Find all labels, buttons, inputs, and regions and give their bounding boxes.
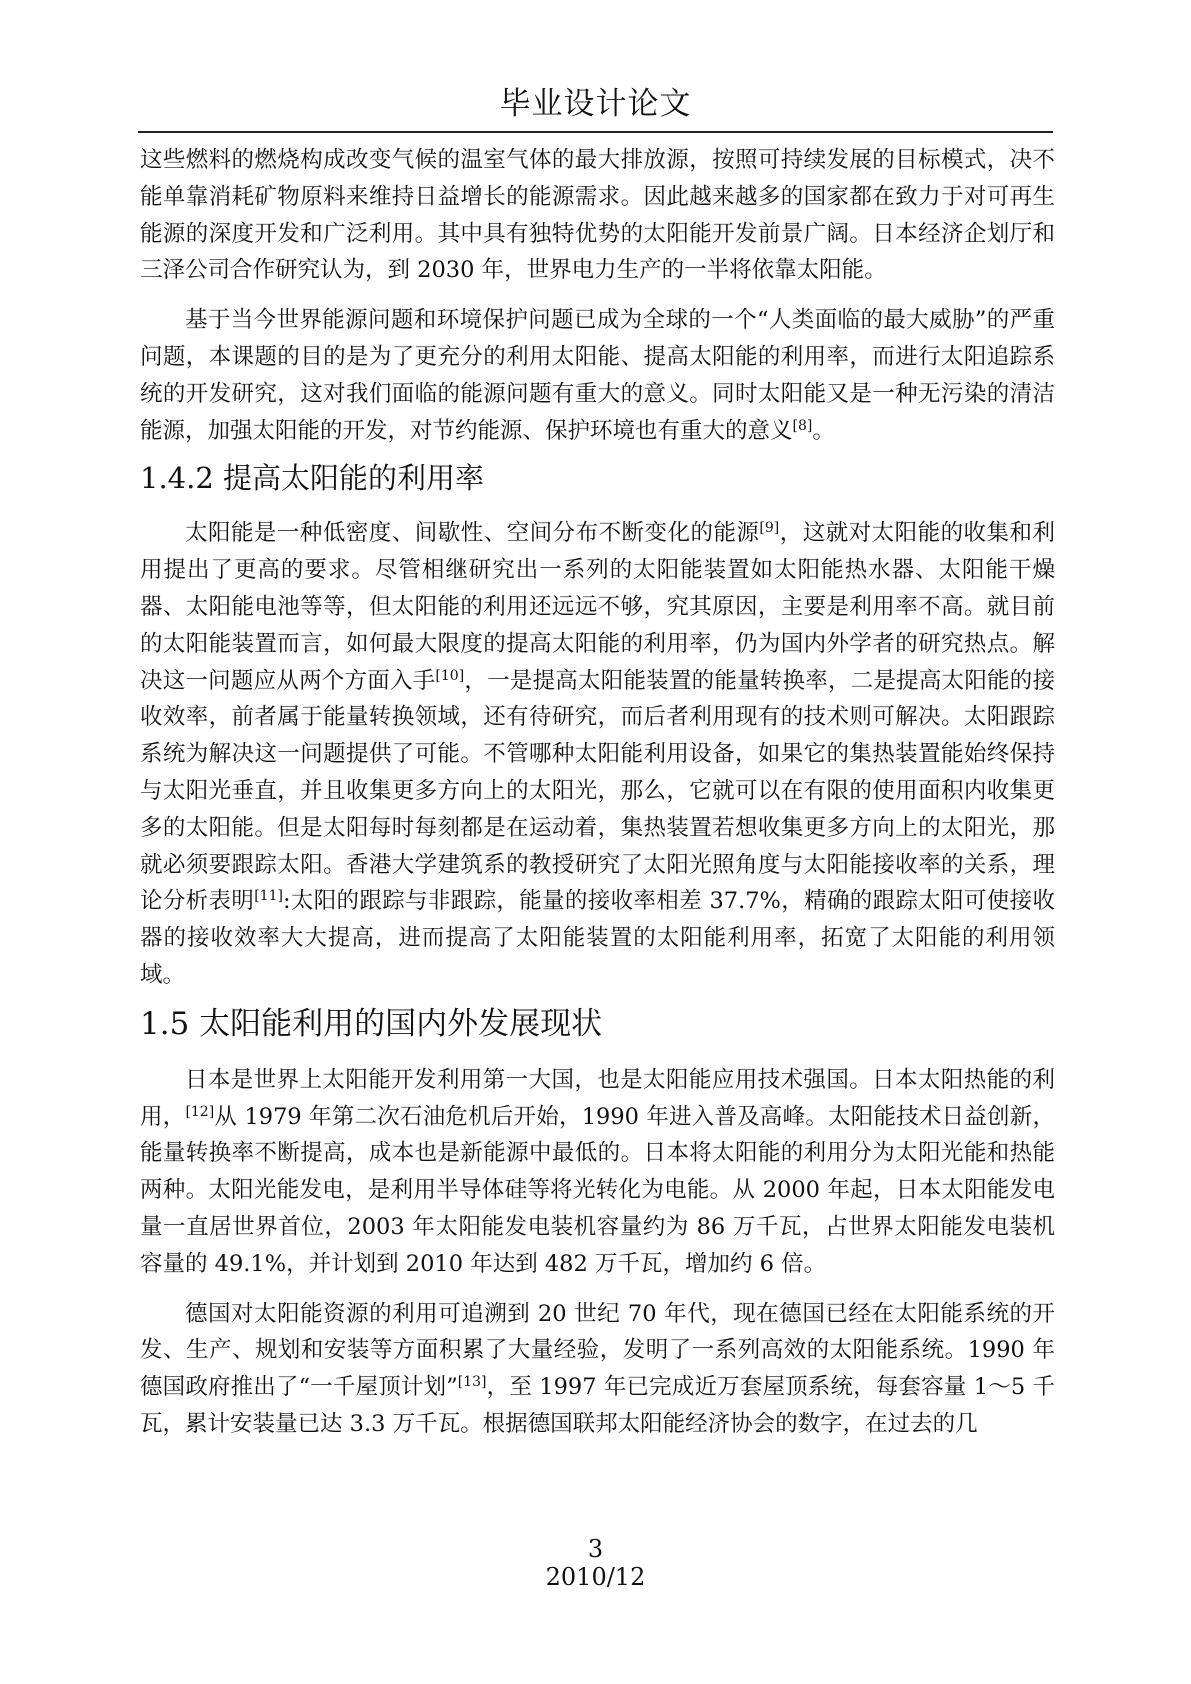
paragraph-3-text-1: 太阳能是一种低密度、间歇性、空间分布不断变化的能源 xyxy=(185,520,760,547)
citation-9: [9] xyxy=(759,520,780,537)
paragraph-5 xyxy=(140,1296,1055,1443)
page-header-title: 毕业设计论文 xyxy=(499,86,692,122)
header-divider xyxy=(138,131,1053,133)
paragraph-4-text-2: 从 1979 年第二次石油危机后开始，1990 年进入普及高峰。太阳能技术日益创新，能量转换率不断提高，成本也是新能源中最低的。日本将太阳能的利用分为太阳光能和热能两种。太阳光能发电，是利用半导体硅等将光转化为电能。从 2000 年起，日本太阳能发电量一直居世界首位，2003 年太阳能发电装机容量约为 86 万千瓦，占世界太阳能发电装机容量的 49.1%，并计划到 2010 年达到 482 万千瓦，增加约 6 倍。 xyxy=(140,1103,1055,1277)
citation-8: [8] xyxy=(792,417,813,434)
paragraph-2 xyxy=(140,302,1055,449)
paragraph-2-text: 基于当今世界能源问题和环境保护问题已成为全球的一个“人类面临的最大威胁”的严重问题，本课题的目的是为了更充分的利用太阳能、提高太阳能的利用率，而进行太阳追踪系统的开发研究，这对我们面临的能源问题有重大的意义。同时太阳能又是一种无污染的清洁能源，加强太阳能的开发，对节约能源、保护环境也有重大的意义 xyxy=(140,307,1055,444)
citation-13: [13] xyxy=(457,1374,487,1391)
paragraph-1: 这些燃料的燃烧构成改变气候的温室气体的最大排放源，按照可持续发展的目标模式，决不能单靠消耗矿物原料来维持日益增长的能源需求。因此越来越多的国家都在致力于对可再生能源的深度开发和广泛利用。其中具有独特优势的太阳能开发前景广阔。日本经济企划厅和三泽公司合作研究认为，到 2030 年，世界电力生产的一半将依靠太阳能。 xyxy=(140,147,1055,284)
citation-12: [12] xyxy=(185,1103,215,1120)
page-body xyxy=(140,142,1055,1443)
paragraph-2-tail: 。 xyxy=(812,417,835,444)
paragraph-3-text-3: ，一是提高太阳能装置的能量转换率，二是提高太阳能的接收效率，前者属于能量转换领域，还有待研究，而后者利用现有的技术则可解决。太阳跟踪系统为解决这一问题提供了可能。不管哪种太阳能利用设备，如果它的集热装置能始终保持与太阳光垂直，并且收集更多方向上的太阳光，那么，它就可以在有限的使用面积内收集更多的太阳能。但是太阳每时每刻都是在运动着，集热装置若想收集更多方向上的太阳光，那就必须要跟踪太阳。香港大学建筑系的教授研究了太阳光照角度与太阳能接收率的关系，理论分析表明 xyxy=(140,667,1055,915)
paragraph-3-text-2: ，这就对太阳能的收集和利用提出了更高的要求。尽管相继研究出一系列的太阳能装置如太阳能热水器、太阳能干燥器、太阳能电池等等，但太阳能的利用还远远不够，究其原因，主要是利用率不高。就目前的太阳能装置而言，如何最大限度的提高太阳能的利用率，仍为国内外学者的研究热点。解决这一问题应从两个方面入手 xyxy=(140,520,1055,694)
paragraph-3 xyxy=(140,515,1055,993)
page-number: 3 xyxy=(587,1535,604,1563)
section-heading-1-4-2: 1.4.2 提高太阳能的利用率 xyxy=(140,461,485,496)
paragraph-5-text-1: 德国对太阳能资源的利用可追溯到 20 世纪 70 年代，现在德国已经在太阳能系统的开发、生产、规划和安装等方面积累了大量经验，发明了一系列高效的太阳能系统。1990 年德国政府推出了“一千屋顶计划” xyxy=(140,1300,1055,1401)
footer-date: 2010/12 xyxy=(545,1563,646,1591)
citation-11: [11] xyxy=(254,888,283,905)
section-heading-1-5: 1.5 太阳能利用的国内外发展现状 xyxy=(140,1005,603,1042)
paragraph-4-text-1: 日本是世界上太阳能开发利用第一大国，也是太阳能应用技术强国。日本太阳热能的利用， xyxy=(140,1066,1055,1130)
paragraph-3-text-4: :太阳的跟踪与非跟踪，能量的接收率相差 37.7%，精确的跟踪太阳可使接收器的接收效率大大提高，进而提高了太阳能装置的太阳能利用率，拓宽了太阳能的利用领域。 xyxy=(140,888,1055,988)
citation-10: [10] xyxy=(435,667,465,684)
paragraph-5-text-2: ，至 1997 年已完成近万套屋顶系统，每套容量 1～5 千瓦，累计安装量已达 3.3 万千瓦。根据德国联邦太阳能经济协会的数字，在过去的几 xyxy=(140,1374,1055,1437)
paragraph-4 xyxy=(140,1062,1055,1283)
